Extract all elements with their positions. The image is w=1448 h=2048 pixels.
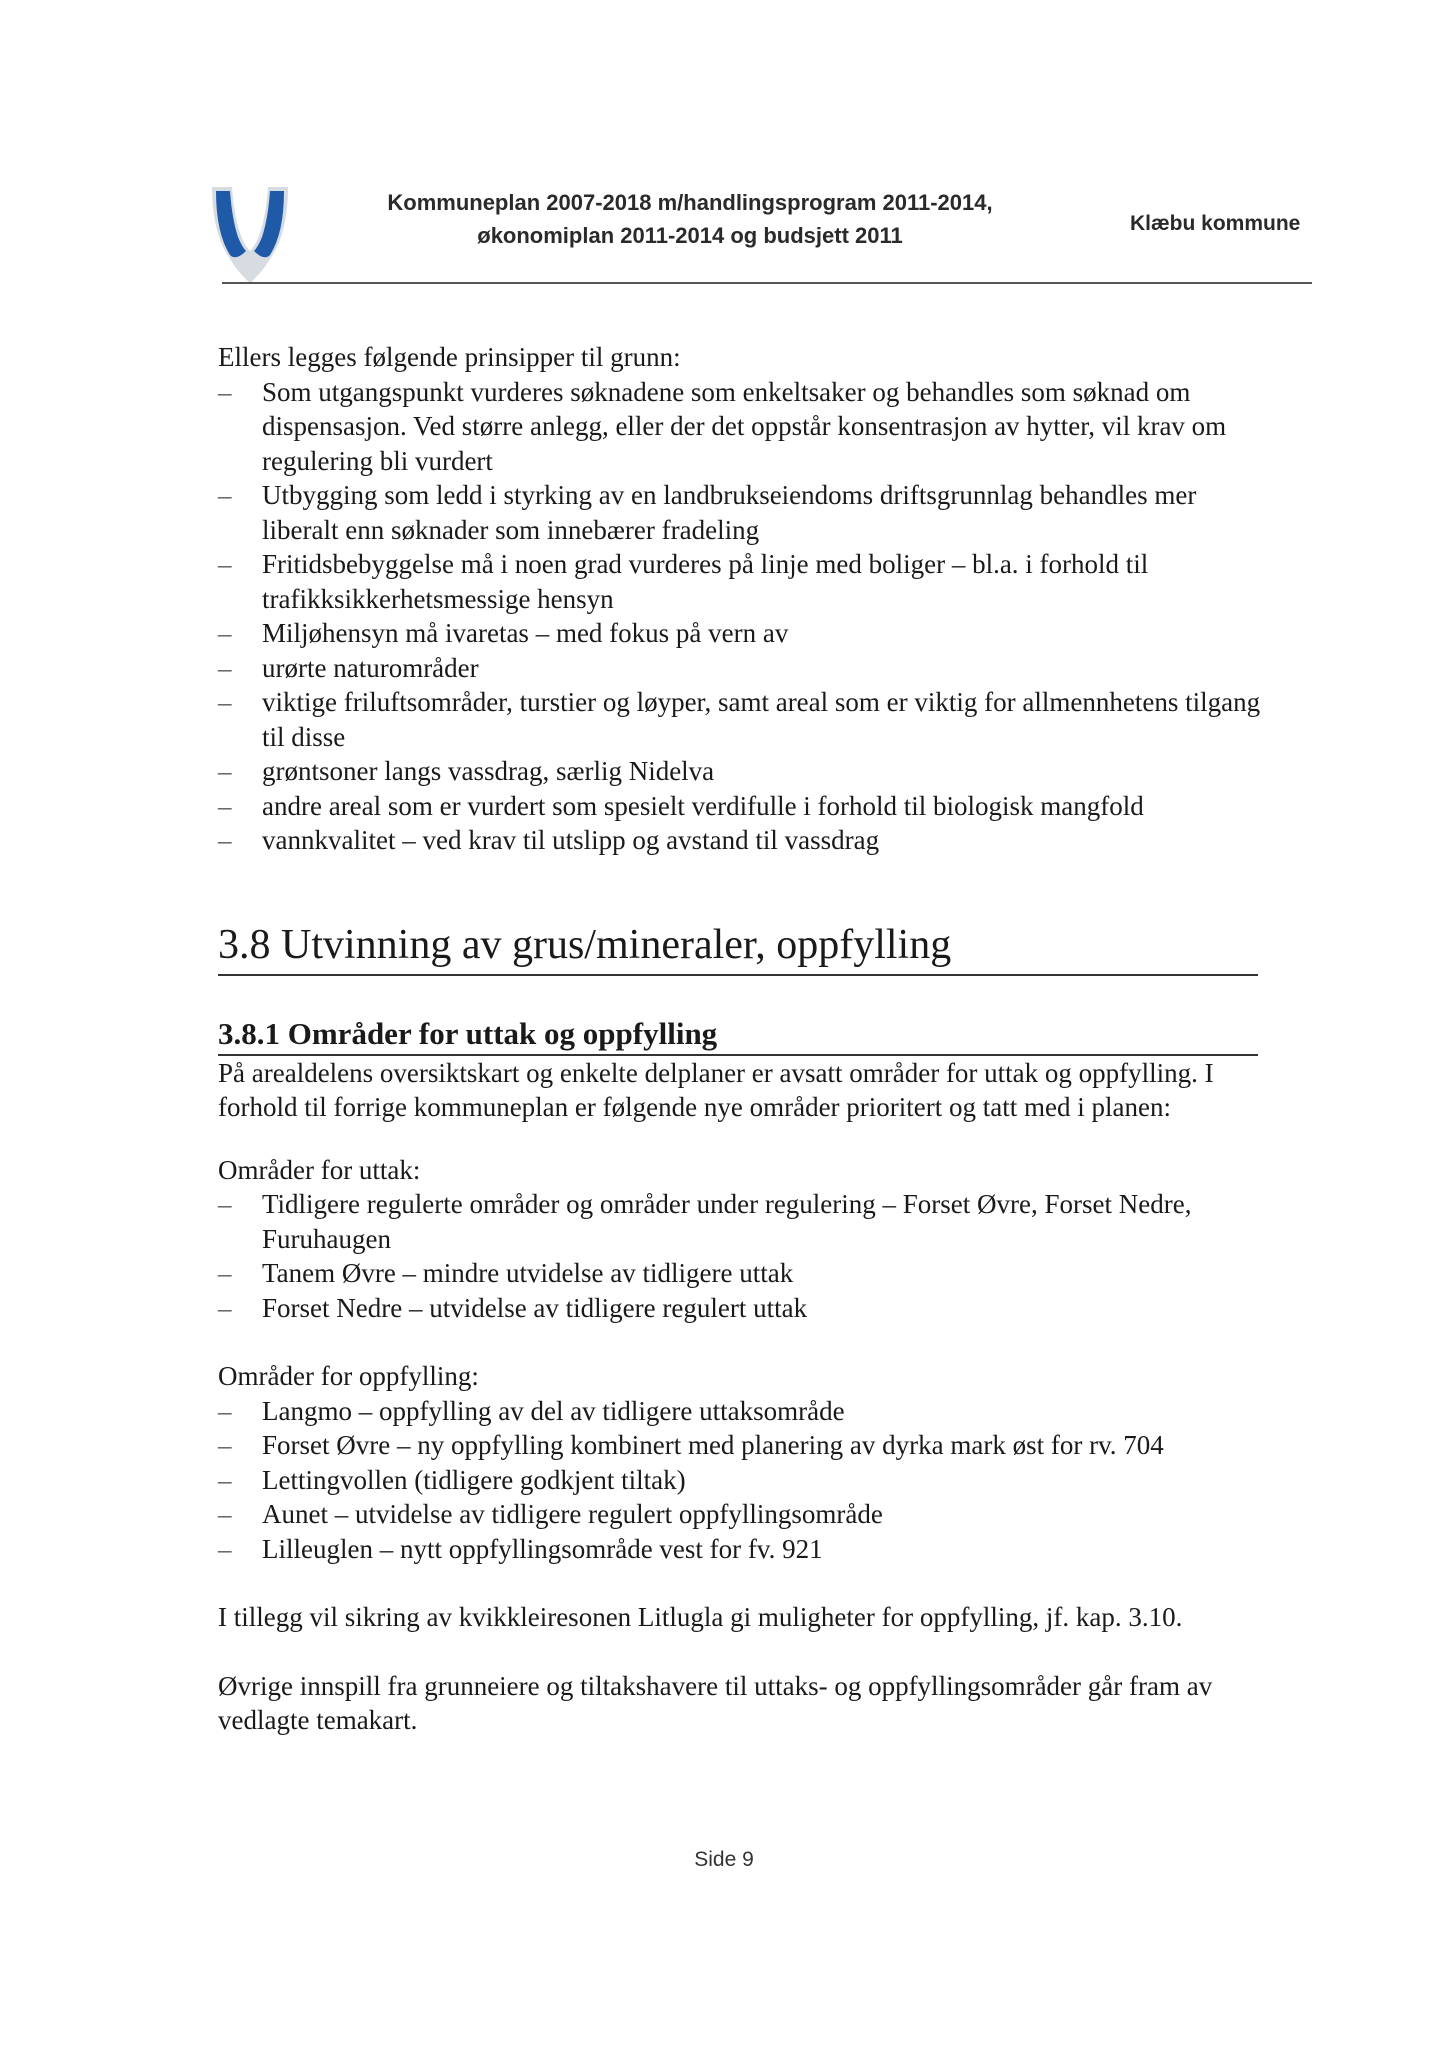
- list-item: – Miljøhensyn må ivaretas – med fokus på vern av: [218, 616, 1268, 651]
- header-title-line2: økonomiplan 2011-2014 og budsjett 2011: [477, 223, 903, 248]
- list-item: – Lilleuglen – nytt oppfyllingsområde vest for fv. 921: [218, 1532, 1268, 1567]
- subsection-heading: 3.8.1 Områder for uttak og oppfylling: [218, 1014, 1258, 1056]
- list-item: – Lettingvollen (tidligere godkjent tiltak): [218, 1463, 1268, 1498]
- list-item: – andre areal som er vurdert som spesielt verdifulle i forhold til biologisk mangfold: [218, 789, 1268, 824]
- list-item: – Som utgangspunkt vurderes søknadene som enkeltsaker og behandles som søknad om dispensasjon. Ved større anlegg, eller der det oppstår konsentrasjon av hytter, vil krav om regulering bli vurdert: [218, 375, 1268, 479]
- principles-list: [218, 375, 1268, 651]
- page-number: Side 9: [694, 1848, 754, 1871]
- list-item: – Fritidsbebyggelse må i noen grad vurderes på linje med boliger – bl.a. i forhold til trafikksikkerhetsmessige hensyn: [218, 547, 1268, 616]
- intro-text: Ellers legges følgende prinsipper til grunn:: [218, 342, 681, 372]
- extraction-list: [218, 1187, 1268, 1325]
- list-item: – Forset Øvre – ny oppfylling kombinert med planering av dyrka mark øst for rv. 704: [218, 1428, 1268, 1463]
- list-item: – vannkvalitet – ved krav til utslipp og avstand til vassdrag: [218, 823, 1268, 858]
- header-title: [360, 186, 1020, 252]
- list-item: – Aunet – utvidelse av tidligere regulert oppfyllingsområde: [218, 1497, 1268, 1532]
- list-item: – Utbygging som ledd i styrking av en landbrukseiendoms driftsgrunnlag behandles mer liberalt enn søknader som innebærer fradeling: [218, 478, 1268, 547]
- section-paragraph: På arealdelens oversiktskart og enkelte delplaner er avsatt områder for uttak og oppfylling. I forhold til forrige kommuneplan er følgende nye områder prioritert og tatt med i planen:: [218, 1057, 1214, 1122]
- page-header: [0, 0, 1448, 300]
- list-item: – grøntsoner langs vassdrag, særlig Nidelva: [218, 754, 1268, 789]
- fill-list: [218, 1394, 1268, 1567]
- header-organization: Klæbu kommune: [1130, 212, 1301, 235]
- page-content: [218, 340, 1268, 1738]
- fill-label: Områder for oppfylling:: [218, 1361, 479, 1391]
- list-item: – Tanem Øvre – mindre utvidelse av tidligere uttak: [218, 1256, 1268, 1291]
- extraction-label: Områder for uttak:: [218, 1154, 421, 1185]
- list-item: – Tidligere regulerte områder og områder under regulering – Forset Øvre, Forset Nedre, Furuhaugen: [218, 1187, 1268, 1256]
- section-heading: 3.8 Utvinning av grus/mineraler, oppfylling: [218, 920, 1258, 976]
- paragraph-quick-clay: I tillegg vil sikring av kvikkleiresonen Litlugla gi muligheter for oppfylling, jf. kap. 3.10.: [218, 1602, 1183, 1632]
- list-item: – Forset Nedre – utvidelse av tidligere regulert uttak: [218, 1291, 1268, 1326]
- environment-list: [218, 651, 1268, 858]
- header-divider: [222, 282, 1312, 284]
- list-item: – viktige friluftsområder, turstier og løyper, samt areal som er viktig for allmennhetens tilgang til disse: [218, 685, 1268, 754]
- paragraph-other-input: Øvrige innspill fra grunneiere og tiltakshavere til uttaks- og oppfyllingsområder går fram av vedlagte temakart.: [218, 1670, 1213, 1735]
- municipal-coat-of-arms-icon: [210, 185, 290, 285]
- header-title-line1: Kommuneplan 2007-2018 m/handlingsprogram 2011-2014,: [387, 190, 993, 215]
- list-item: – Langmo – oppfylling av del av tidligere uttaksområde: [218, 1394, 1268, 1429]
- list-item: – urørte naturområder: [218, 651, 1268, 686]
